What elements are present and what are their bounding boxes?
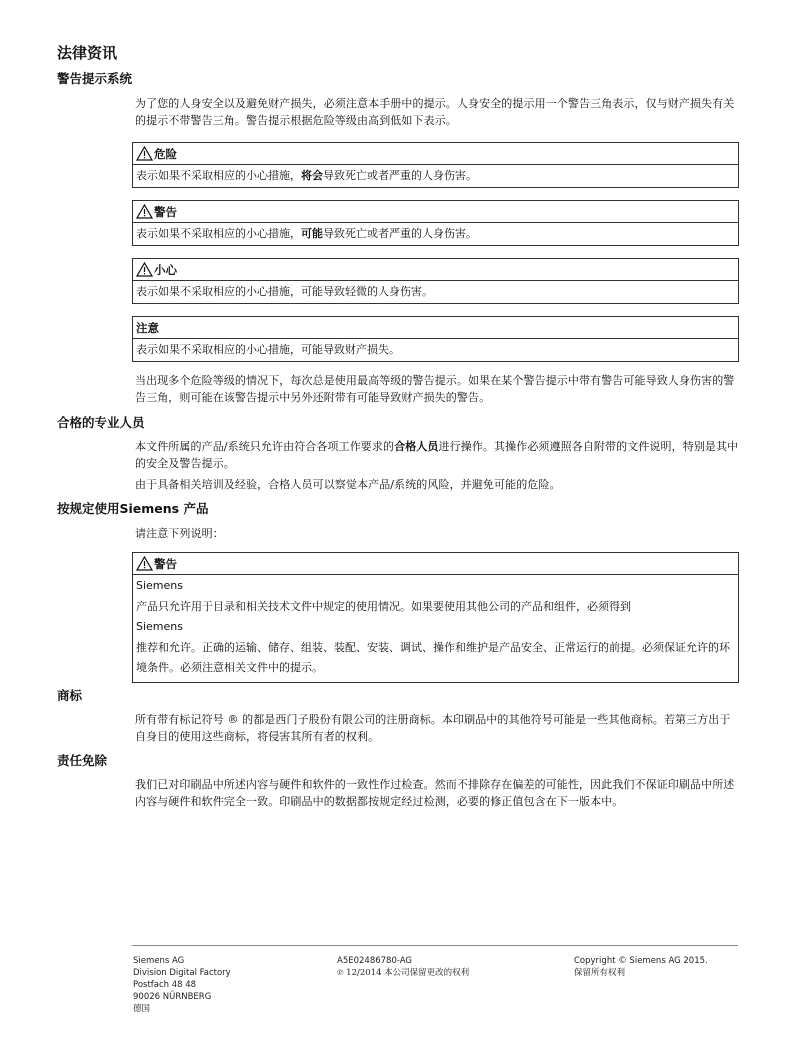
warning-triangle-icon [136,262,153,277]
danger-text-post: 导致死亡或者严重的人身伤害。 [323,169,477,182]
proper-use-line4: 推荐和允许。正确的运输、储存、组装、装配、安装、调试、操作和维护是产品安全、正常运行的前提。必须保证允许的环境条件。必须注意相关文件中的提示。 [136,640,730,674]
danger-box [132,142,739,188]
proper-use-line3: Siemens [136,620,183,633]
section-heading-warning-system: 警告提示系统 [57,71,133,86]
danger-text-bold: 将会 [301,169,323,182]
footer-city: 90026 NÜRNBERG [133,992,212,1002]
footer-copyright-block [574,955,708,979]
caution-title: 小心 [154,262,177,277]
footer-document [337,955,469,979]
warning-triangle-icon [136,146,153,161]
proper-use-line1: Siemens [136,579,183,592]
warning-system-intro: 为了您的人身安全以及避免财产损失，必须注意本手册中的提示。人身安全的提示用一个警告三角表示，仅与财产损失有关的提示不带警告三角。警告提示根据危险等级由高到低如下表示。 [135,97,735,127]
notice-title: 注意 [136,320,159,335]
caution-text: 表示如果不采取相应的小心措施，可能导致轻微的人身伤害。 [136,285,433,298]
warning-system-outro: 当出现多个危险等级的情况下，每次总是使用最高等级的警告提示。如果在某个警告提示中带有警告可能导致人身伤害的警告三角，则可能在该警告提示中另外还附带有可能导致财产损失的警告。 [135,374,735,404]
qualified-text-bold: 合格人员 [394,440,439,453]
disclaimer-text: 我们已对印刷品中所述内容与硬件和软件的一致性作过检查。然而不排除存在偏差的可能性，因此我们不保证印刷品中所述内容与硬件和软件完全一致。印刷品中的数据都按规定经过检测，必要的修正值包含在下一版本中。 [135,778,735,808]
qualified-text-pre: 本文件所属的产品/系统只允许由符合各项工作要求的 [135,440,395,453]
footer-address [133,955,231,1015]
warning-triangle-icon [136,556,153,571]
section-heading-trademarks: 商标 [57,688,83,703]
proper-use-box-title: 警告 [154,556,177,571]
danger-text-pre: 表示如果不采取相应的小心措施， [136,169,301,182]
warning-text-post: 导致死亡或者严重的人身伤害。 [323,227,477,240]
qualified-personnel-text [135,438,740,472]
section-heading-qualified-personnel: 合格的专业人员 [57,415,145,430]
footer-edition: ℗ 12/2014 本公司保留更改的权利 [337,968,470,978]
danger-title: 危险 [154,146,177,161]
section-heading-disclaimer: 责任免除 [57,753,108,768]
warning-triangle-icon [136,204,153,219]
notice-box [132,316,739,362]
proper-use-intro: 请注意下列说明： [135,527,224,540]
footer-divider [132,945,738,946]
warning-text-bold: 可能 [301,227,323,240]
qualified-text-post: 进行操作。其操作必须遵照各自附带的文件说明，特别是其中的安全及警告提示。 [135,440,739,470]
trademarks-text: 所有带有标记符号 ® 的都是西门子股份有限公司的注册商标。本印刷品中的其他符号可能是一些其他商标。若第三方出于自身目的使用这些商标，将侵害其所有者的权利。 [135,713,731,743]
warning-text-pre: 表示如果不采取相应的小心措施， [136,227,301,240]
section-heading-proper-use: 按规定使用Siemens 产品 [57,501,209,516]
page-title: 法律资讯 [57,44,118,62]
proper-use-warning-box [132,552,739,683]
footer-company: Siemens AG [133,956,185,966]
footer-doc-number: A5E02486780-AG [337,956,412,966]
caution-box [132,258,739,304]
proper-use-line2: 产品只允许用于目录和相关技术文件中规定的使用情况。如果要使用其他公司的产品和组件，必须得到 [136,599,631,613]
notice-text: 表示如果不采取相应的小心措施，可能导致财产损失。 [136,343,400,356]
footer-division: Division Digital Factory [133,968,231,978]
warning-box [132,200,739,246]
footer-postfach: Postfach 48 48 [133,980,197,990]
footer-country: 德国 [133,1004,151,1014]
footer-copyright: Copyright © Siemens AG 2015. [574,956,708,966]
warning-title: 警告 [154,204,177,219]
footer-rights: 保留所有权利 [574,968,626,978]
qualified-personnel-text2: 由于具备相关培训及经验，合格人员可以察觉本产品/系统的风险，并避免可能的危险。 [135,478,561,491]
